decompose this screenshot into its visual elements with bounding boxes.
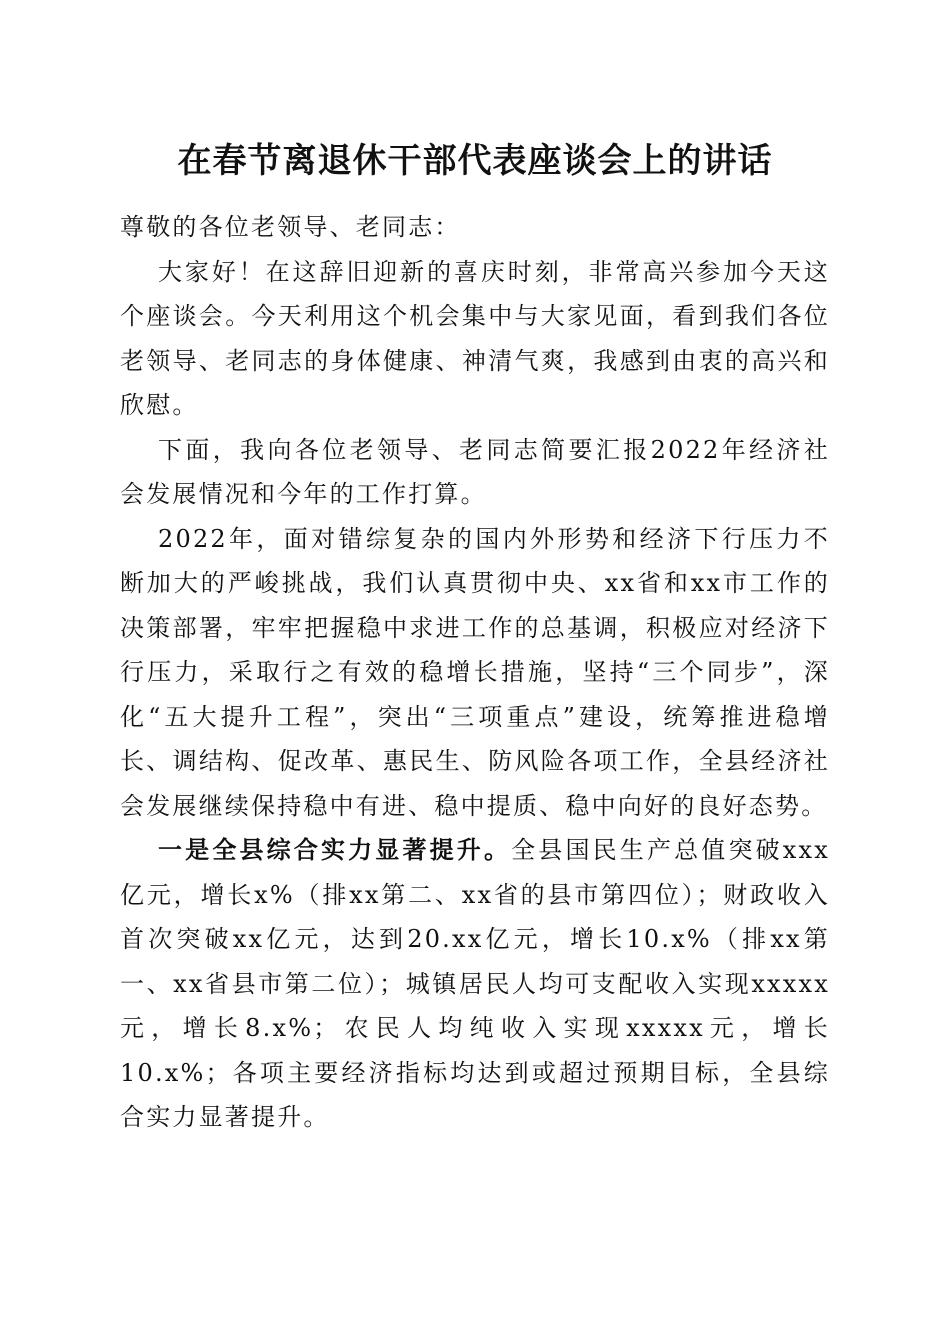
- paragraph-text: 2022年，面对错综复杂的国内外形势和经济下行压力不断加大的严峻挑战，我们认真贯彻中央、xx省和xx市工作的决策部署，牢牢把握稳中求进工作的总基调，积极应对经济下行压力，采取行之有效的稳增长措施，坚持“三个同步”，深化“五大提升工程”，突出“三项重点”建设，统筹推进稳增长、调结构、促改革、惠民生、防风险各项工作，全县经济社会发展继续保持稳中有进、稳中提质、稳中向好的良好态势。: [120, 524, 830, 820]
- page-title: 在春节离退休干部代表座谈会上的讲话: [177, 141, 773, 181]
- document-body: [120, 205, 830, 1140]
- paragraph-report-intro: [120, 428, 830, 517]
- paragraph-text: 大家好！在这辞旧迎新的喜庆时刻，非常高兴参加今天这个座谈会。今天利用这个机会集中与大家见面，看到我们各位老领导、老同志的身体健康、神清气爽，我感到由衷的高兴和欣慰。: [120, 257, 830, 419]
- paragraph-overall-strength: [120, 828, 830, 1140]
- salutation: 尊敬的各位老领导、老同志：: [120, 213, 461, 241]
- paragraph-text: 下面，我向各位老领导、老同志简要汇报2022年经济社会发展情况和今年的工作打算。: [120, 435, 830, 508]
- paragraph-2022-overview: [120, 517, 830, 829]
- paragraph-lead: 一是全县综合实力显著提升。: [158, 835, 512, 864]
- paragraph-greeting: [120, 250, 830, 428]
- paragraph-text: 全县国民生产总值突破xxx亿元，增长x%（排xx第二、xx省的县市第四位）；财政收入首次突破xx亿元，达到20.xx亿元，增长10.x%（排xx第一、xx省县市第二位）；城镇居民人均可支配收入实现xxxxx元，增长8.x%；农民人均纯收入实现xxxxx元，增长10.x%；各项主要经济指标均达到或超过预期目标，全县综合实力显著提升。: [120, 836, 830, 1131]
